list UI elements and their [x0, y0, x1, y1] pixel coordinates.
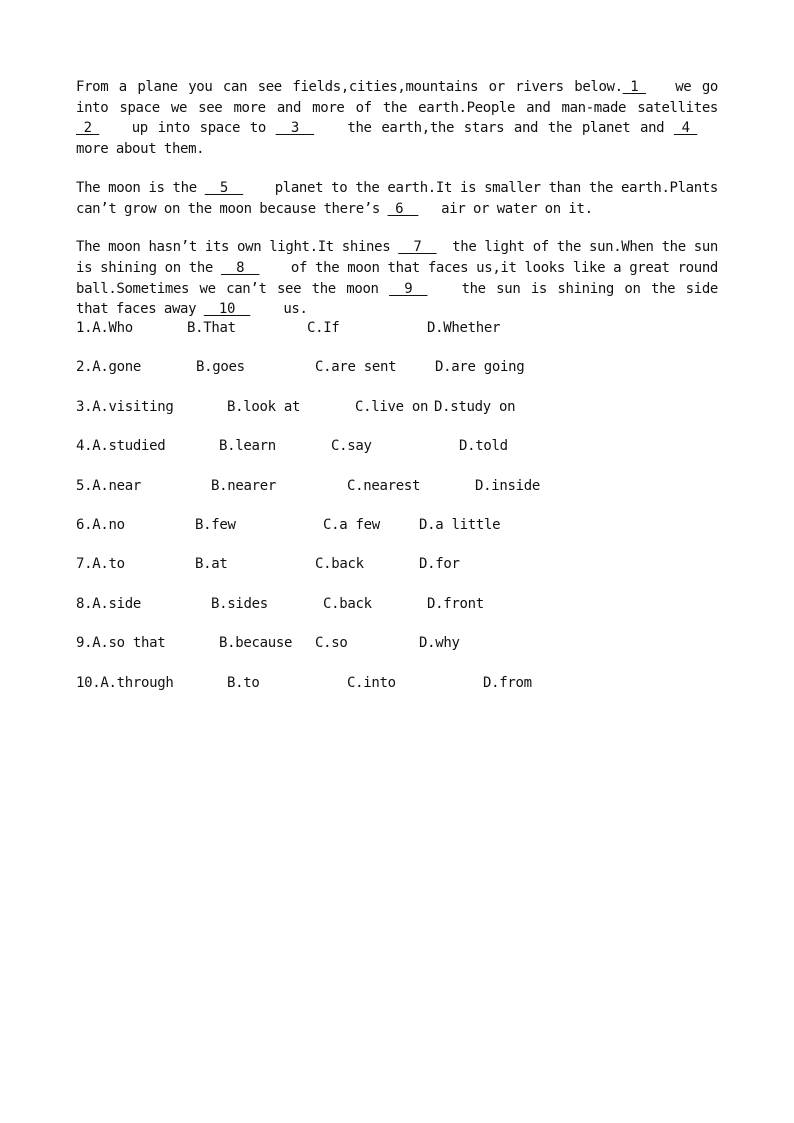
option-d[interactable]: D.why: [419, 635, 460, 652]
option-b[interactable]: B.nearer: [211, 477, 277, 494]
blank-10: 10: [203, 301, 251, 318]
option-b[interactable]: B.few: [195, 516, 236, 533]
text: we go into space we see more and more of the earth.People and man-made satellites: [76, 79, 718, 116]
option-d[interactable]: D.from: [483, 674, 532, 691]
option-b[interactable]: B.look at: [227, 398, 301, 415]
blank-6: 6: [387, 200, 419, 217]
option-c[interactable]: C.back: [323, 595, 372, 612]
option-b[interactable]: B.to: [227, 674, 260, 691]
option-a[interactable]: 2.A.gone: [76, 359, 142, 376]
option-a[interactable]: 1.A.Who: [76, 320, 133, 336]
option-b[interactable]: B.at: [195, 556, 228, 573]
paragraph-1: [76, 77, 718, 160]
option-a[interactable]: 10.A.through: [76, 674, 174, 691]
option-a[interactable]: 7.A.to: [76, 556, 125, 573]
text: From a plane you can see fields,cities,mountains or rivers below.: [76, 79, 623, 95]
question-row-6: [76, 517, 718, 556]
option-c[interactable]: C.live on: [355, 398, 429, 415]
option-d[interactable]: D.study on: [434, 398, 516, 415]
text: air or water on it.: [433, 200, 593, 217]
question-row-5: [76, 478, 718, 517]
option-c[interactable]: C.back: [315, 556, 364, 573]
blank-8: 8: [220, 259, 260, 276]
text: The moon is the: [76, 179, 205, 196]
option-d[interactable]: D.for: [419, 556, 460, 573]
question-row-7: [76, 556, 718, 595]
text: the earth,the stars and the planet and: [337, 120, 674, 137]
blank-7: 7: [398, 239, 437, 256]
option-d[interactable]: D.inside: [475, 477, 541, 494]
blank-5: 5: [204, 179, 244, 196]
option-d[interactable]: D.Whether: [427, 320, 501, 336]
option-c[interactable]: C.nearest: [347, 477, 421, 494]
text: us.: [275, 301, 308, 318]
option-a[interactable]: 4.A.studied: [76, 438, 166, 455]
option-c[interactable]: C.say: [331, 438, 372, 455]
text: the sun is shining on the side that faces away: [76, 280, 718, 318]
option-d[interactable]: D.a little: [419, 516, 501, 533]
option-c[interactable]: C.into: [347, 674, 396, 691]
blank-9: 9: [389, 280, 428, 297]
option-b[interactable]: B.because: [219, 635, 293, 652]
question-row-2: [76, 359, 718, 398]
text: The moon hasn’t its own light.It shines: [76, 239, 399, 256]
option-b[interactable]: B.That: [187, 320, 236, 336]
option-c[interactable]: C.are sent: [315, 359, 397, 376]
cloze-passage: [76, 77, 718, 338]
option-c[interactable]: C.so: [315, 635, 348, 652]
question-row-8: [76, 596, 718, 635]
answer-options: [76, 320, 718, 714]
option-a[interactable]: 3.A.visiting: [76, 398, 174, 415]
option-a[interactable]: 8.A.side: [76, 595, 142, 612]
paragraph-3: [76, 237, 718, 320]
text: planet to the earth.It is smaller than the earth.Plants can’t grow on the moon because there’s: [76, 179, 718, 217]
text: of the moon that faces us,it looks like a great round ball.Sometimes we can’t see the moon: [76, 259, 718, 297]
option-a[interactable]: 5.A.near: [76, 477, 142, 494]
option-b[interactable]: B.goes: [196, 359, 245, 376]
blank-4: 4: [674, 120, 698, 137]
option-b[interactable]: B.sides: [211, 595, 268, 612]
question-row-10: [76, 675, 718, 714]
question-row-3: [76, 399, 718, 438]
blank-3: 3: [275, 120, 315, 137]
text: the light of the sun.When the sun is shining on the: [76, 239, 718, 276]
question-row-9: [76, 635, 718, 674]
option-a[interactable]: 9.A.so that: [76, 635, 166, 652]
blank-2: 2: [76, 120, 100, 137]
option-d[interactable]: D.told: [459, 438, 508, 455]
paragraph-2: [76, 178, 718, 219]
option-b[interactable]: B.learn: [219, 438, 276, 455]
question-row-1: [76, 320, 718, 359]
text: more about them.: [76, 141, 205, 158]
question-row-4: [76, 438, 718, 477]
blank-1: 1: [622, 79, 646, 95]
text: up into space to: [122, 120, 276, 137]
option-a[interactable]: 6.A.no: [76, 516, 125, 533]
option-c[interactable]: C.a few: [323, 516, 380, 533]
option-d[interactable]: D.front: [427, 595, 484, 612]
option-d[interactable]: D.are going: [435, 359, 525, 376]
option-c[interactable]: C.If: [307, 320, 340, 336]
